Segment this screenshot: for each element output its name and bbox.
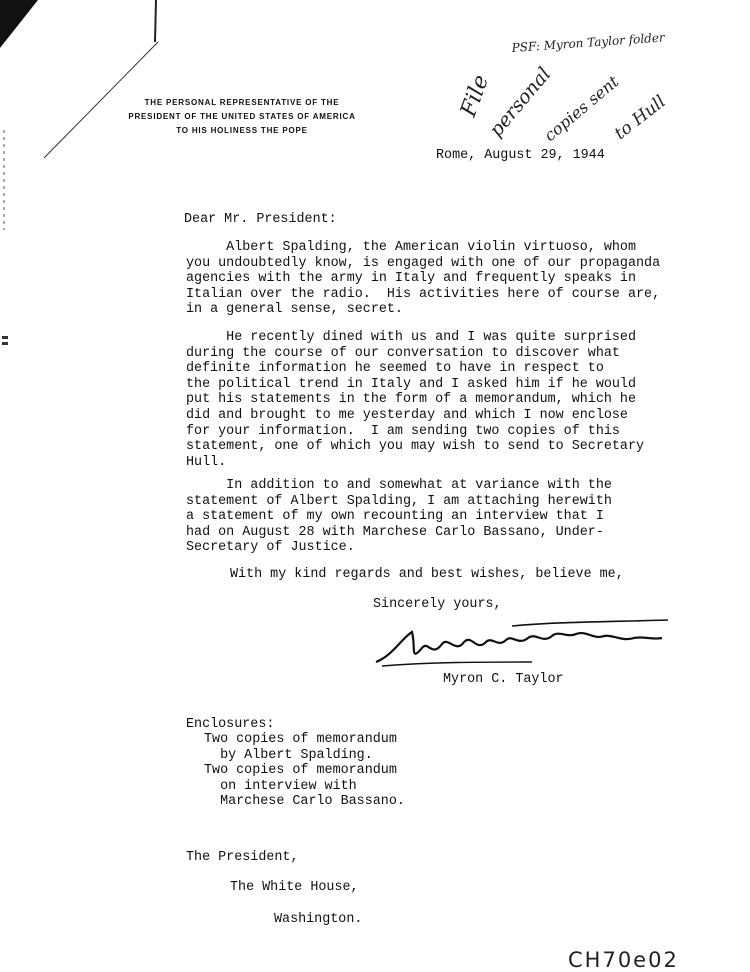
closing-line: With my kind regards and best wishes, believe me, <box>230 567 624 582</box>
enclosures-label: Enclosures: <box>186 717 275 732</box>
handwritten-line-2: File <box>456 71 495 121</box>
handwritten-line-5: to Hull <box>610 91 670 144</box>
address-line-2: The White House, <box>230 880 359 895</box>
address-line-1: The President, <box>186 850 299 865</box>
body-paragraph-2: He recently dined with us and I was quite surprised during the course of our conversation to discover what definite information he seemed to have in respect to the political trend in Italy and I asked him if he would put his statements in the form of a memorandum, which he did and brought to me yesterday and which I now enclose for your information. I am sending two copies of this statement, one of which you may wish to send to Secretary Hull. <box>186 330 645 470</box>
letterhead-line-2: PRESIDENT OF THE UNITED STATES OF AMERICA <box>128 112 356 121</box>
body-paragraph-1: Albert Spalding, the American violin virtuoso, whom you undoubtedly know, is engaged with one of our propaganda agencies with the army in Italy and frequently speaks in Italian over the radio. His activities here of course are, in a general sense, secret. <box>186 240 661 318</box>
handwritten-line-4: copies sent <box>540 71 623 146</box>
signer-name: Myron C. Taylor <box>443 672 564 687</box>
letterhead <box>100 96 384 138</box>
handwritten-line-1: PSF: Myron Taylor folder <box>511 30 666 55</box>
address-line-3: Washington. <box>274 912 363 927</box>
margin-marks <box>0 130 14 360</box>
complimentary-close: Sincerely yours, <box>373 597 502 612</box>
handwritten-line-3: personal <box>484 63 556 142</box>
letterhead-line-3: TO HIS HOLINESS THE POPE <box>176 126 308 135</box>
enclosures-list: Two copies of memorandum by Albert Spalding. Two copies of memorandum on interview with Marchese Carlo Bassano. <box>204 732 405 810</box>
document-number: CH70e02 <box>568 948 679 972</box>
letterhead-line-1: THE PERSONAL REPRESENTATIVE OF THE <box>144 98 340 107</box>
handwritten-signature <box>372 618 672 672</box>
body-paragraph-3: In addition to and somewhat at variance with the statement of Albert Spalding, I am attaching herewith a statement of my own recounting an interview that I had on August 28 with Marchese Carlo Bassano, Under- Secretary of Justice. <box>186 478 612 556</box>
salutation: Dear Mr. President: <box>184 212 337 227</box>
letter-date: Rome, August 29, 1944 <box>436 148 605 163</box>
handwritten-annotation <box>456 30 750 160</box>
scan-mark <box>150 0 162 45</box>
